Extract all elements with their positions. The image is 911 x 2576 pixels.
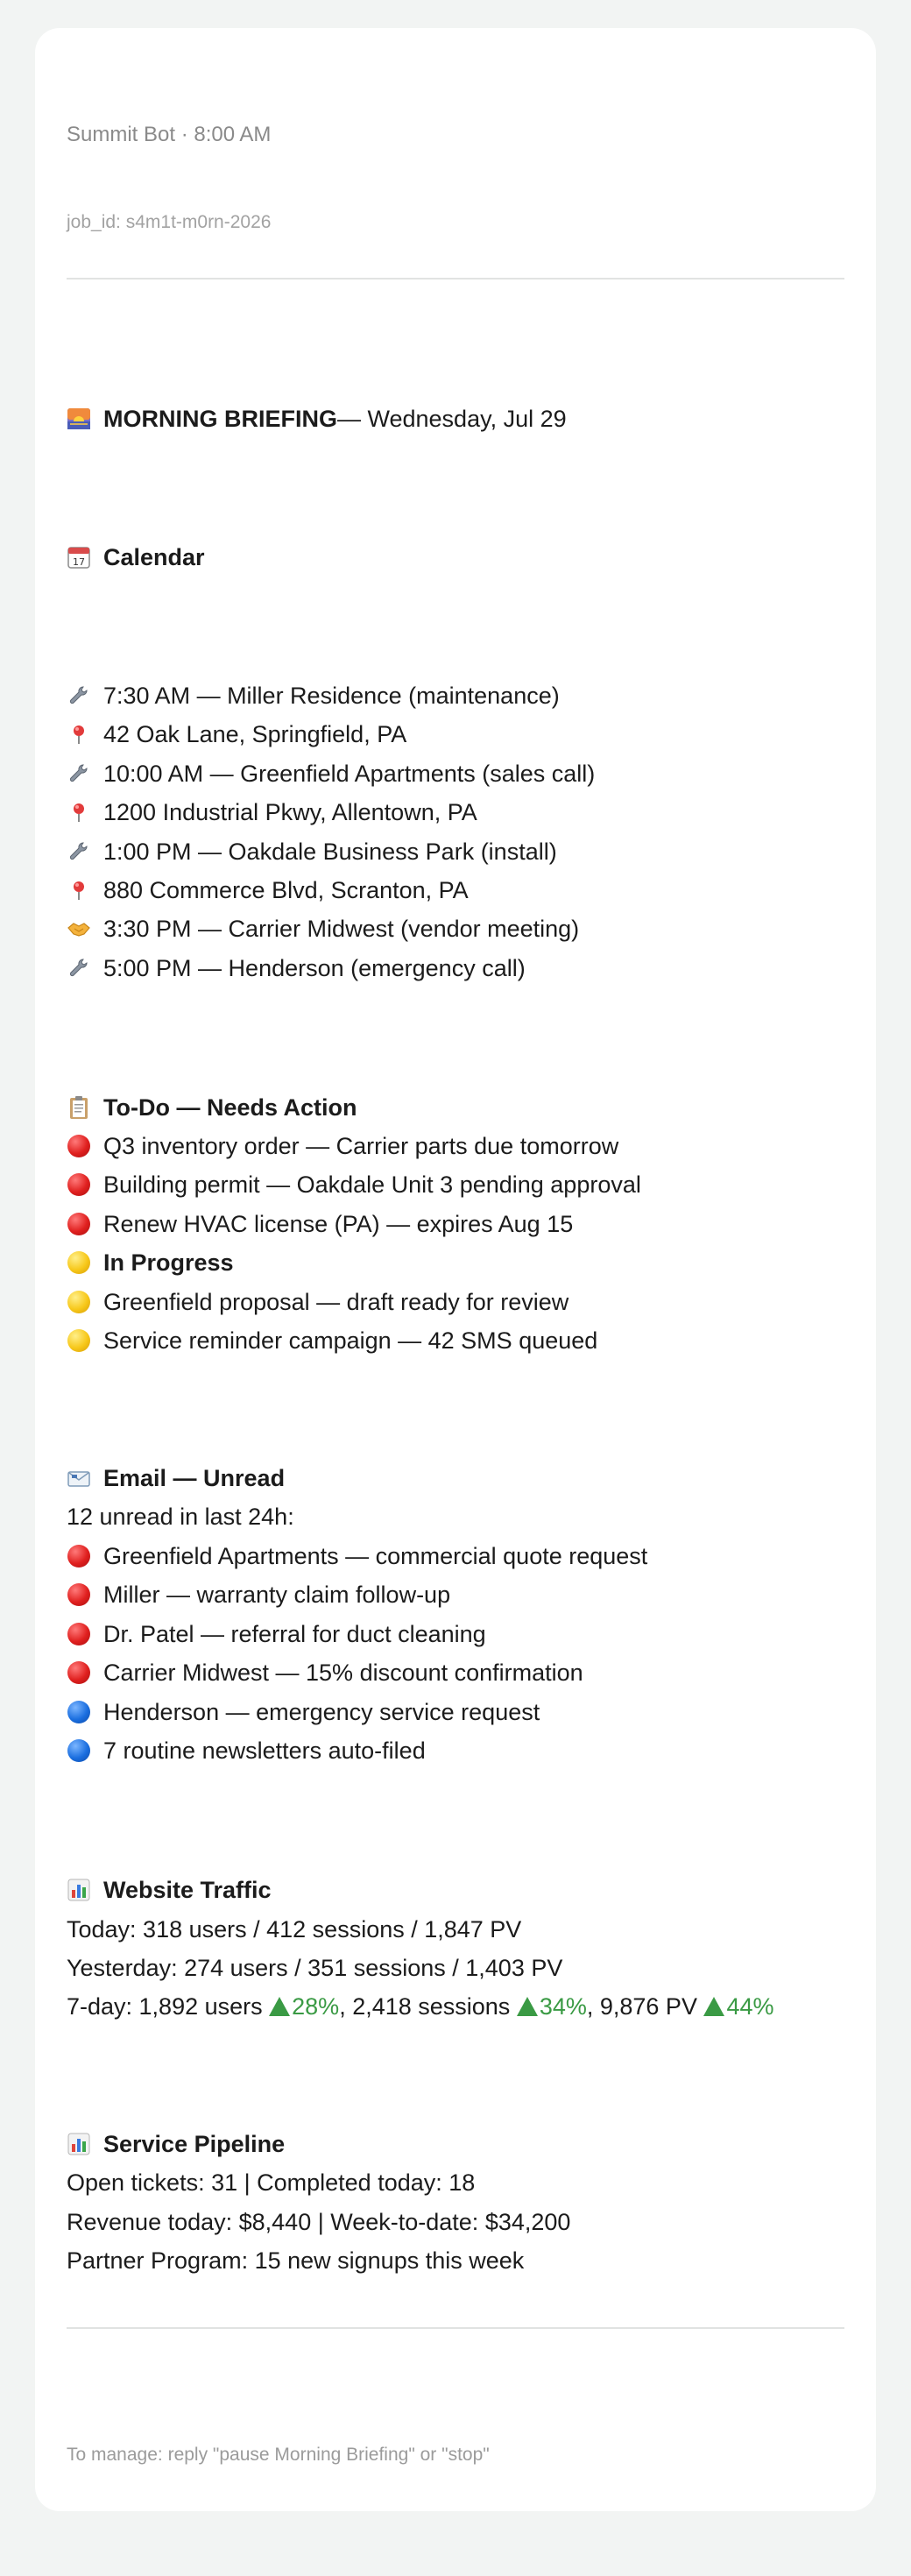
red-circle-icon	[67, 1582, 91, 1607]
svg-text:17: 17	[73, 556, 85, 568]
sunrise-icon	[67, 407, 91, 431]
blue-circle-icon	[67, 1700, 91, 1724]
up-arrow-icon	[703, 1997, 724, 2016]
week-pv: , 9,876 PV	[586, 1993, 704, 2020]
yellow-circle-icon	[67, 1328, 91, 1353]
sender-timestamp: Summit Bot · 8:00 AM	[67, 123, 272, 146]
email-item	[67, 1657, 844, 1688]
clipboard-icon	[67, 1095, 91, 1120]
wrench-icon	[67, 683, 91, 708]
email-item	[67, 1618, 844, 1650]
calendar-item	[67, 952, 844, 984]
week-sessions: , 2,418 sessions	[339, 1993, 517, 2020]
todo-item	[67, 1130, 844, 1162]
red-circle-icon	[67, 1660, 91, 1685]
email-item-text: Miller — warranty claim follow-up	[103, 1582, 451, 1608]
todo-item-text: Building permit — Oakdale Unit 3 pending approval	[103, 1171, 641, 1198]
pv-change	[703, 1991, 773, 2022]
calendar-item	[67, 913, 844, 945]
email-item-text: Dr. Patel — referral for duct cleaning	[103, 1621, 486, 1647]
pv-change-value: 44%	[726, 1993, 774, 2020]
job-id: job_id: s4m1t-m0rn-2026	[67, 212, 272, 232]
pipeline-revenue: Revenue today: $8,440 | Week-to-date: $34,200	[67, 2209, 571, 2235]
wrench-icon	[67, 761, 91, 786]
calendar-item-text: 42 Oak Lane, Springfield, PA	[103, 721, 407, 747]
email-item	[67, 1540, 844, 1572]
week-users: 7-day: 1,892 users	[67, 1993, 270, 2020]
email-summary: 12 unread in last 24h:	[67, 1504, 294, 1530]
calendar-item	[67, 758, 844, 789]
pipeline-heading: Service Pipeline	[103, 2131, 286, 2157]
in-progress-item	[67, 1325, 844, 1356]
pin-icon	[67, 878, 91, 902]
footer-manage-text: To manage: reply "pause Morning Briefing" or "stop"	[67, 2445, 490, 2465]
traffic-week	[67, 1991, 844, 2022]
traffic-yesterday: Yesterday: 274 users / 351 sessions / 1,403 PV	[67, 1955, 563, 1981]
up-arrow-icon	[269, 1997, 290, 2016]
wrench-icon	[67, 839, 91, 864]
calendar-item	[67, 718, 844, 750]
red-circle-icon	[67, 1172, 91, 1197]
todo-heading-line	[67, 1092, 844, 1123]
pipeline-tickets: Open tickets: 31 | Completed today: 18	[67, 2169, 476, 2196]
users-change-value: 28%	[292, 1993, 340, 2020]
calendar-item-text: 880 Commerce Blvd, Scranton, PA	[103, 877, 469, 903]
red-circle-icon	[67, 1212, 91, 1236]
calendar-item-text: 5:00 PM — Henderson (emergency call)	[103, 955, 526, 981]
briefing-title: MORNING BRIEFING	[103, 406, 337, 432]
divider	[67, 278, 844, 280]
up-arrow-icon	[517, 1997, 538, 2016]
in-progress-item	[67, 1286, 844, 1318]
todo-item-text: Renew HVAC license (PA) — expires Aug 15	[103, 1211, 574, 1237]
calendar-item-text: 1200 Industrial Pkwy, Allentown, PA	[103, 799, 477, 825]
pipeline-heading-line	[67, 2128, 844, 2160]
calendar-heading-line	[67, 541, 844, 573]
todo-item	[67, 1208, 844, 1240]
users-change	[269, 1991, 339, 2022]
calendar-item-text: 3:30 PM — Carrier Midwest (vendor meeting)	[103, 916, 580, 942]
calendar-item	[67, 874, 844, 906]
bar-chart-icon	[67, 1878, 91, 1902]
briefing-date: — Wednesday, Jul 29	[337, 406, 567, 432]
in-progress-item-text: Service reminder campaign — 42 SMS queued	[103, 1327, 598, 1354]
in-progress-item-text: Greenfield proposal — draft ready for review	[103, 1289, 569, 1315]
email-item-text: 7 routine newsletters auto-filed	[103, 1737, 426, 1764]
handshake-icon	[67, 916, 91, 941]
red-circle-icon	[67, 1622, 91, 1646]
red-circle-icon	[67, 1544, 91, 1568]
calendar-item	[67, 796, 844, 828]
envelope-icon	[67, 1466, 91, 1490]
calendar-item-text: 7:30 AM — Miller Residence (maintenance)	[103, 683, 560, 709]
wrench-icon	[67, 956, 91, 980]
pin-icon	[67, 800, 91, 824]
email-item-text: Carrier Midwest — 15% discount confirmation	[103, 1660, 583, 1686]
email-item-text: Greenfield Apartments — commercial quote request	[103, 1543, 648, 1569]
calendar-heading: Calendar	[103, 544, 205, 570]
bar-chart-icon	[67, 2132, 91, 2156]
divider	[67, 2327, 844, 2329]
briefing-title-line	[67, 403, 844, 435]
traffic-today: Today: 318 users / 412 sessions / 1,847 PV	[67, 1916, 522, 1943]
email-heading: Email — Unread	[103, 1465, 286, 1491]
sessions-change-value: 34%	[539, 1993, 587, 2020]
pin-icon	[67, 722, 91, 747]
email-item	[67, 1735, 844, 1766]
calendar-item	[67, 836, 844, 867]
email-heading-line	[67, 1462, 844, 1494]
calendar-item-text: 1:00 PM — Oakdale Business Park (install)	[103, 839, 557, 865]
todo-item-text: Q3 inventory order — Carrier parts due tomorrow	[103, 1133, 619, 1159]
blue-circle-icon	[67, 1738, 91, 1763]
email-item	[67, 1696, 844, 1728]
yellow-circle-icon	[67, 1290, 91, 1314]
calendar-icon	[67, 545, 91, 570]
in-progress-heading: In Progress	[103, 1249, 234, 1276]
traffic-heading: Website Traffic	[103, 1877, 272, 1903]
email-item	[67, 1579, 844, 1610]
calendar-item-text: 10:00 AM — Greenfield Apartments (sales call)	[103, 761, 596, 787]
briefing-card	[35, 28, 876, 2511]
pipeline-partners: Partner Program: 15 new signups this week	[67, 2247, 525, 2274]
todo-item	[67, 1169, 844, 1200]
in-progress-heading-line	[67, 1247, 844, 1278]
traffic-heading-line	[67, 1874, 844, 1906]
yellow-circle-icon	[67, 1250, 91, 1275]
red-circle-icon	[67, 1134, 91, 1158]
email-item-text: Henderson — emergency service request	[103, 1699, 540, 1725]
calendar-item	[67, 680, 844, 711]
todo-heading: To-Do — Needs Action	[103, 1094, 357, 1121]
sessions-change	[517, 1991, 587, 2022]
